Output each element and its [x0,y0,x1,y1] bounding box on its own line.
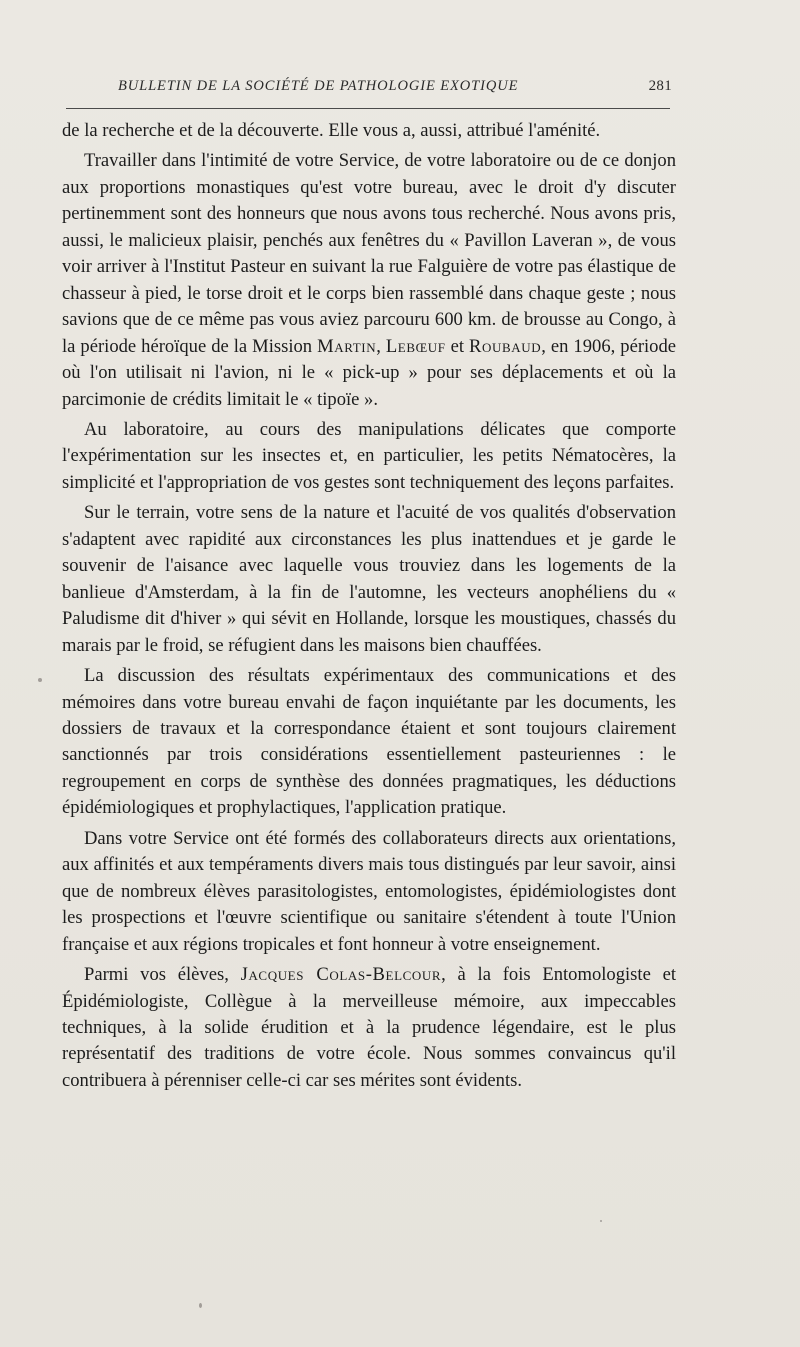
paragraph-text: Sur le terrain, votre sens de la nature et l'acuité de vos qualités d'observation s'adaptent avec rapidité aux circonstances les plus inattendues et je garde le souvenir de l'aisance avec laquelle vous trouviez dans les logements de la banlieue d'Amsterdam, à la fin de l'automne, les vecteurs anophéliens du « Paludisme dit d'hiver » qui sévit en Hollande, lorsque les moustiques, chassés du marais par le froid, se réfugient dans les maisons bien chauffées. [62,502,676,656]
paragraph [62,663,676,822]
name-separator: , [541,335,551,357]
paragraph-text: Au laboratoire, au cours des manipulations délicates que comporte l'expérimentation sur les insectes et, en particulier, les petits Nématocères, la simplicité et l'appropriation de vos gestes sont techniquement des leçons parfaites. [62,418,676,493]
paragraph [62,826,676,958]
paragraph [62,962,676,1094]
paragraph-text: La discussion des résultats expérimentaux des communications et des mémoires dans votre bureau envahi de façon inquiétante par les documents, les dossiers de travaux et la correspondance étaient et sont toujours clairement sanctionnés par trois considérations essentiellement pasteuriennes : le regroupement en corps de synthèse des données pragmatiques, les déductions épidémiologiques et prophylactiques, l'application pratique. [62,665,676,819]
paragraph-text: de la recherche et de la découverte. Elle vous a, aussi, attribué l'aménité. [62,120,601,141]
running-header [64,74,672,104]
paragraph-text: Dans votre Service ont été formés des collaborateurs directs aux orientations, aux affinités et aux tempéraments divers mais tous distingués par leur savoir, ainsi que de nombreux élèves parasitologistes, entomologistes, épidémiologistes dont les prospections et l'œuvre scientifique ou sanitaire s'étendent à toute l'Union française et aux régions tropicales et font honneur à votre enseignement. [62,827,676,955]
paragraph [62,417,676,496]
journal-title: BULLETIN DE LA SOCIÉTÉ DE PATHOLOGIE EXOTIQUE [118,78,519,94]
header-rule [66,108,670,109]
author-name: Martin [317,335,377,357]
paragraph-text: Travailler dans l'intimité de votre Service, de votre laboratoire ou de ce donjon aux proportions monastiques qu'est votre bureau, avec le droit d'y discuter pertinemment sont des honneurs que nous avons tous recherché. Nous avons pris, aussi, le malicieux plaisir, penchés aux fenêtres du « Pavillon Laveran », de vous voir arriver à l'Institut Pasteur en suivant la rue Falguière de votre pas élastique de chasseur à pied, le torse droit et le corps bien rassemblé dans chaque geste ; nous savions que de ce même pas vous aviez parcouru 600 km. de brousse au Congo, à la période héroïque de la Mission [62,150,676,357]
paragraph-text: , à la fois Entomologiste et Épidémiologiste, Collègue à la merveilleuse mémoire, aux impeccables techniques, à la solide érudition et à la prudence légendaire, est le plus représentatif des traditions de votre école. Nous sommes convaincus qu'il contribuera à pérenniser celle-ci car ses mérites sont évidents. [62,964,676,1091]
paper-speck [600,1220,602,1222]
name-separator: , [376,335,386,357]
paragraph-continuation [62,118,676,144]
name-separator: et [445,335,470,357]
paragraph-lead: Parmi vos élèves, [84,964,229,986]
paper-speck [38,678,42,682]
author-name: Lebœuf [385,335,446,357]
paragraph [62,500,676,659]
paragraph-text: en 1906, période où l'on utilisait ni l'avion, ni le « pick-up » pour ses déplacements et où la parcimonie de crédits limitait le « tipoïe ». [62,335,677,410]
author-name: Roubaud [469,335,542,357]
page-number: 281 [648,78,672,94]
person-name: Jacques Colas-Belcour [240,964,442,986]
paper-speck [199,1303,202,1308]
paragraph [62,148,676,413]
body-text [62,118,676,1098]
